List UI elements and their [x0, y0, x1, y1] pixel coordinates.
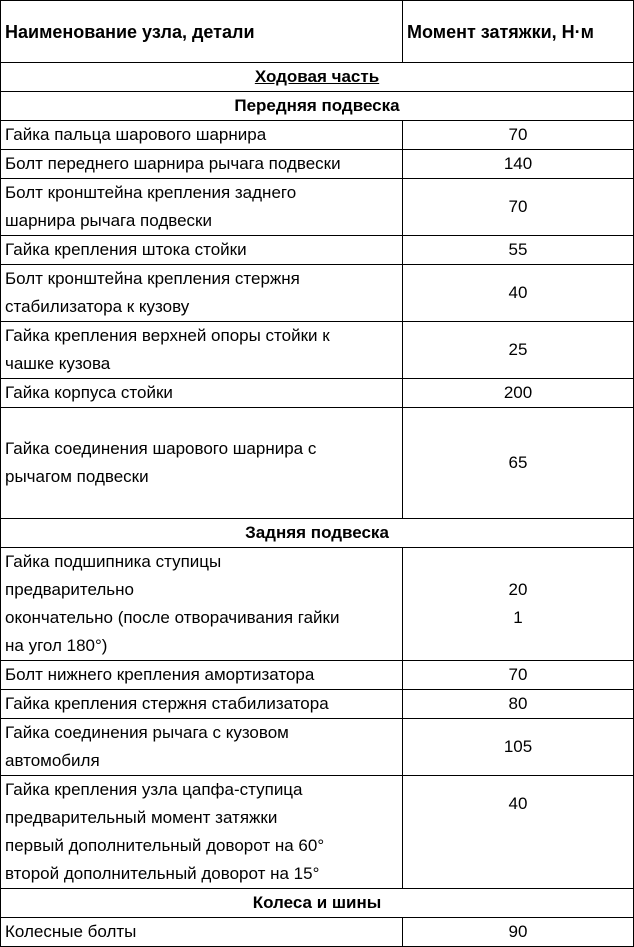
part-name: Гайка подшипника ступицы предварительно окончательно (после отворачивания гайки на угол 180°) — [1, 548, 403, 661]
part-name: Колесные болты — [1, 918, 403, 947]
torque-value: 65 — [403, 408, 634, 519]
torque-value: 70 — [403, 179, 634, 236]
torque-value: 40 — [403, 265, 634, 322]
section-row — [1, 92, 634, 121]
part-name: Болт нижнего крепления амортизатора — [1, 661, 403, 690]
section-front-suspension: Передняя подвеска — [1, 92, 634, 121]
table-row — [1, 265, 634, 322]
torque-value: 25 — [403, 322, 634, 379]
section-row — [1, 519, 634, 548]
section-row — [1, 889, 634, 918]
part-name: Болт переднего шарнира рычага подвески — [1, 150, 403, 179]
table-row — [1, 379, 634, 408]
section-rear-suspension: Задняя подвеска — [1, 519, 634, 548]
torque-value: 105 — [403, 719, 634, 776]
table-row — [1, 322, 634, 379]
section-chassis: Ходовая часть — [1, 63, 634, 92]
torque-value: 70 — [403, 121, 634, 150]
header-torque: Момент затяжки, Н·м — [403, 1, 634, 63]
part-name: Болт кронштейна крепления заднего шарнира рычага подвески — [1, 179, 403, 236]
part-name: Гайка пальца шарового шарнира — [1, 121, 403, 150]
table-row — [1, 150, 634, 179]
table-row — [1, 776, 634, 889]
part-name: Гайка корпуса стойки — [1, 379, 403, 408]
table-header-row — [1, 1, 634, 63]
torque-value: 200 — [403, 379, 634, 408]
torque-value: 70 — [403, 661, 634, 690]
table-row — [1, 719, 634, 776]
part-name: Гайка крепления верхней опоры стойки к чашке кузова — [1, 322, 403, 379]
section-wheels-tires: Колеса и шины — [1, 889, 634, 918]
table-row — [1, 408, 634, 519]
table-row — [1, 918, 634, 947]
part-name: Гайка соединения шарового шарнира с рычагом подвески — [1, 408, 403, 519]
header-part-name: Наименование узла, детали — [1, 1, 403, 63]
table-row — [1, 690, 634, 719]
torque-value: 40 — [403, 776, 634, 889]
torque-value: 20 1 — [403, 548, 634, 661]
part-name: Гайка крепления стержня стабилизатора — [1, 690, 403, 719]
torque-value: 55 — [403, 236, 634, 265]
table-row — [1, 121, 634, 150]
torque-value: 90 — [403, 918, 634, 947]
table-row — [1, 179, 634, 236]
torque-value: 80 — [403, 690, 634, 719]
part-name: Гайка крепления штока стойки — [1, 236, 403, 265]
torque-value: 140 — [403, 150, 634, 179]
part-name: Гайка соединения рычага с кузовом автомобиля — [1, 719, 403, 776]
part-name: Гайка крепления узла цапфа-ступица предварительный момент затяжки первый дополнительный доворот на 60° второй дополнительный доворот на 15° — [1, 776, 403, 889]
table-row — [1, 548, 634, 661]
section-row — [1, 63, 634, 92]
table-row — [1, 236, 634, 265]
part-name: Болт кронштейна крепления стержня стабилизатора к кузову — [1, 265, 403, 322]
table-row — [1, 661, 634, 690]
